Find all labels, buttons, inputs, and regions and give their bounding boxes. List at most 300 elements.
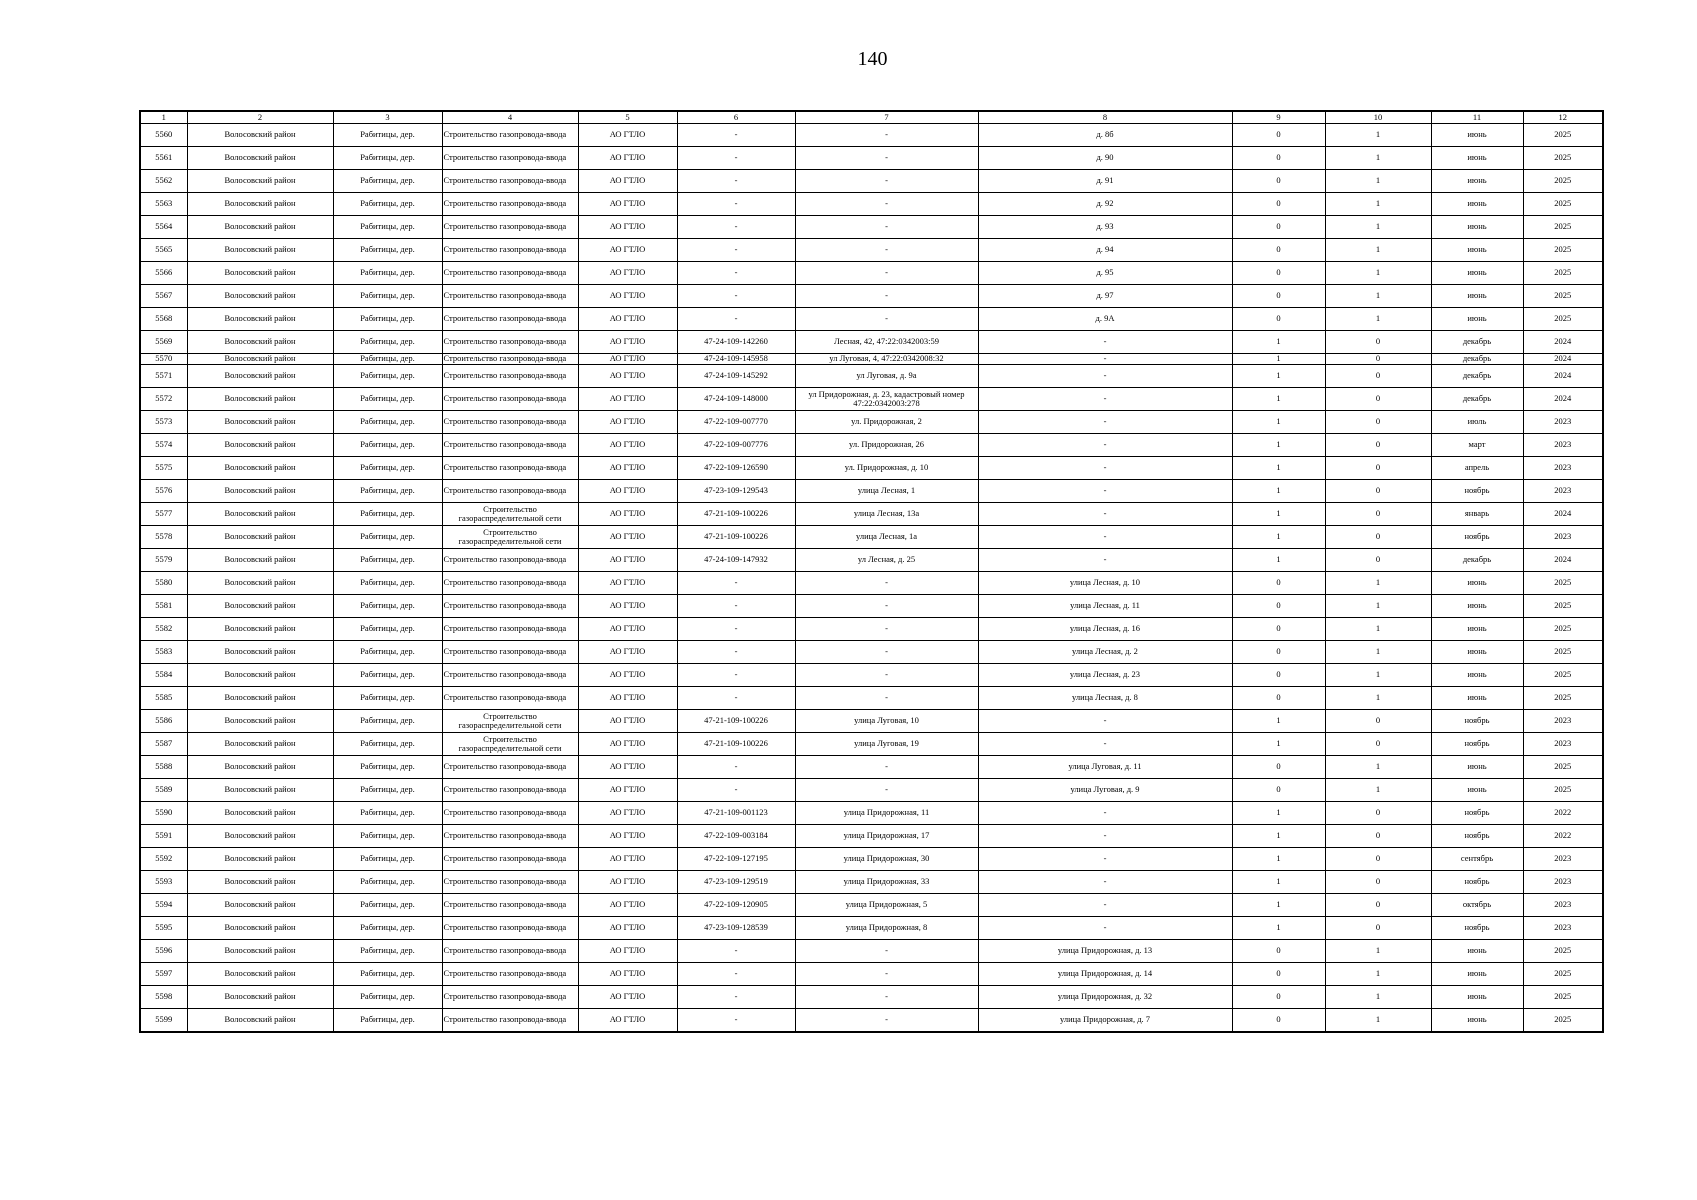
address-cadastral-cell: - [795,618,978,641]
settlement-cell: Рабитицы, дер. [333,262,442,285]
work-type-cell: Строительство газопровода-ввода [442,940,578,963]
permit-number-cell: - [677,986,795,1009]
row-number-cell: 5585 [140,687,187,710]
work-type-cell: Строительство газопровода-ввода [442,411,578,434]
organization-cell: АО ГТЛО [578,411,677,434]
organization-cell: АО ГТЛО [578,940,677,963]
year-cell: 2022 [1523,825,1603,848]
value-col-9-cell: 0 [1232,308,1325,331]
value-col-10-cell: 1 [1325,1009,1431,1033]
organization-cell: АО ГТЛО [578,457,677,480]
district-cell: Волосовский район [187,124,333,147]
organization-cell: АО ГТЛО [578,894,677,917]
table-row [140,331,1603,354]
year-cell: 2023 [1523,871,1603,894]
table-body [140,124,1603,1033]
year-cell: 2025 [1523,1009,1603,1033]
year-cell: 2025 [1523,963,1603,986]
work-type-cell: Строительство газопровода-ввода [442,147,578,170]
address-cadastral-cell: улица Придорожная, 17 [795,825,978,848]
table-row [140,940,1603,963]
address-cadastral-cell: ул Лесная, д. 25 [795,549,978,572]
month-cell: июнь [1431,262,1523,285]
organization-cell: АО ГТЛО [578,434,677,457]
month-cell: июнь [1431,216,1523,239]
column-header: 3 [333,111,442,124]
value-col-10-cell: 0 [1325,848,1431,871]
address-cadastral-cell: улица Придорожная, 30 [795,848,978,871]
row-number-cell: 5590 [140,802,187,825]
settlement-cell: Рабитицы, дер. [333,503,442,526]
value-col-9-cell: 0 [1232,664,1325,687]
district-cell: Волосовский район [187,687,333,710]
row-number-cell: 5598 [140,986,187,1009]
value-col-9-cell: 0 [1232,940,1325,963]
table-row [140,871,1603,894]
table-row [140,710,1603,733]
value-col-9-cell: 1 [1232,354,1325,365]
organization-cell: АО ГТЛО [578,124,677,147]
value-col-10-cell: 0 [1325,503,1431,526]
value-col-10-cell: 0 [1325,917,1431,940]
row-number-cell: 5570 [140,354,187,365]
address-cadastral-cell: - [795,193,978,216]
address-cadastral-cell: улица Придорожная, 33 [795,871,978,894]
address-cadastral-cell: улица Луговая, 10 [795,710,978,733]
permit-number-cell: - [677,779,795,802]
row-number-cell: 5575 [140,457,187,480]
permit-number-cell: - [677,147,795,170]
value-col-10-cell: 0 [1325,825,1431,848]
value-col-10-cell: 0 [1325,802,1431,825]
district-cell: Волосовский район [187,779,333,802]
month-cell: июнь [1431,170,1523,193]
month-cell: ноябрь [1431,825,1523,848]
district-cell: Волосовский район [187,193,333,216]
organization-cell: АО ГТЛО [578,825,677,848]
table-row [140,480,1603,503]
month-cell: декабрь [1431,331,1523,354]
address-cell: д. 95 [978,262,1232,285]
permit-number-cell: 47-22-109-120905 [677,894,795,917]
permit-number-cell: - [677,664,795,687]
work-type-cell: Строительство газопровода-ввода [442,779,578,802]
table-row [140,216,1603,239]
row-number-cell: 5562 [140,170,187,193]
address-cadastral-cell: - [795,170,978,193]
organization-cell: АО ГТЛО [578,572,677,595]
address-cell: - [978,503,1232,526]
address-cell: д. 93 [978,216,1232,239]
value-col-9-cell: 0 [1232,170,1325,193]
address-cell: д. 9А [978,308,1232,331]
permit-number-cell: 47-23-109-128539 [677,917,795,940]
settlement-cell: Рабитицы, дер. [333,595,442,618]
year-cell: 2024 [1523,365,1603,388]
permit-number-cell: 47-21-109-100226 [677,526,795,549]
month-cell: сентябрь [1431,848,1523,871]
work-type-cell: Строительство газопровода-ввода [442,641,578,664]
district-cell: Волосовский район [187,434,333,457]
work-type-cell: Строительство газопровода-ввода [442,1009,578,1033]
permit-number-cell: 47-23-109-129519 [677,871,795,894]
table-row [140,618,1603,641]
address-cell: - [978,549,1232,572]
address-cadastral-cell: - [795,595,978,618]
district-cell: Волосовский район [187,147,333,170]
work-type-cell: Строительство газораспределительной сети [442,526,578,549]
year-cell: 2024 [1523,331,1603,354]
district-cell: Волосовский район [187,285,333,308]
row-number-cell: 5586 [140,710,187,733]
district-cell: Волосовский район [187,940,333,963]
permit-number-cell: - [677,963,795,986]
work-type-cell: Строительство газопровода-ввода [442,986,578,1009]
work-type-cell: Строительство газопровода-ввода [442,894,578,917]
district-cell: Волосовский район [187,641,333,664]
value-col-9-cell: 0 [1232,618,1325,641]
column-header: 12 [1523,111,1603,124]
district-cell: Волосовский район [187,354,333,365]
district-cell: Волосовский район [187,986,333,1009]
district-cell: Волосовский район [187,802,333,825]
district-cell: Волосовский район [187,963,333,986]
month-cell: июнь [1431,641,1523,664]
row-number-cell: 5576 [140,480,187,503]
month-cell: июнь [1431,285,1523,308]
table-row [140,503,1603,526]
organization-cell: АО ГТЛО [578,1009,677,1033]
work-type-cell: Строительство газораспределительной сети [442,733,578,756]
organization-cell: АО ГТЛО [578,354,677,365]
value-col-10-cell: 0 [1325,871,1431,894]
work-type-cell: Строительство газопровода-ввода [442,802,578,825]
value-col-9-cell: 0 [1232,262,1325,285]
address-cell: улица Придорожная, д. 7 [978,1009,1232,1033]
permit-number-cell: - [677,940,795,963]
work-type-cell: Строительство газопровода-ввода [442,825,578,848]
organization-cell: АО ГТЛО [578,733,677,756]
month-cell: июнь [1431,940,1523,963]
value-col-9-cell: 1 [1232,457,1325,480]
district-cell: Волосовский район [187,331,333,354]
value-col-9-cell: 0 [1232,572,1325,595]
address-cell: - [978,411,1232,434]
permit-number-cell: - [677,595,795,618]
organization-cell: АО ГТЛО [578,710,677,733]
address-cadastral-cell: ул. Придорожная, 2 [795,411,978,434]
value-col-9-cell: 1 [1232,710,1325,733]
value-col-10-cell: 1 [1325,239,1431,262]
organization-cell: АО ГТЛО [578,779,677,802]
year-cell: 2024 [1523,549,1603,572]
permit-number-cell: 47-22-109-007776 [677,434,795,457]
organization-cell: АО ГТЛО [578,641,677,664]
month-cell: ноябрь [1431,480,1523,503]
value-col-10-cell: 0 [1325,480,1431,503]
address-cadastral-cell: - [795,285,978,308]
table-row [140,756,1603,779]
row-number-cell: 5566 [140,262,187,285]
value-col-9-cell: 0 [1232,1009,1325,1033]
address-cell: д. 90 [978,147,1232,170]
organization-cell: АО ГТЛО [578,687,677,710]
table-row [140,595,1603,618]
month-cell: ноябрь [1431,710,1523,733]
month-cell: ноябрь [1431,733,1523,756]
organization-cell: АО ГТЛО [578,595,677,618]
year-cell: 2025 [1523,986,1603,1009]
work-type-cell: Строительство газопровода-ввода [442,963,578,986]
permit-number-cell: - [677,618,795,641]
address-cell: д. 8б [978,124,1232,147]
value-col-9-cell: 1 [1232,526,1325,549]
district-cell: Волосовский район [187,526,333,549]
row-number-cell: 5592 [140,848,187,871]
organization-cell: АО ГТЛО [578,549,677,572]
permit-number-cell: - [677,756,795,779]
address-cell: - [978,848,1232,871]
permit-number-cell: - [677,239,795,262]
table-row [140,526,1603,549]
value-col-10-cell: 0 [1325,331,1431,354]
work-type-cell: Строительство газопровода-ввода [442,365,578,388]
work-type-cell: Строительство газопровода-ввода [442,354,578,365]
address-cadastral-cell: улица Лесная, 13а [795,503,978,526]
year-cell: 2025 [1523,779,1603,802]
address-cell: улица Лесная, д. 23 [978,664,1232,687]
district-cell: Волосовский район [187,262,333,285]
month-cell: июнь [1431,1009,1523,1033]
organization-cell: АО ГТЛО [578,147,677,170]
settlement-cell: Рабитицы, дер. [333,549,442,572]
year-cell: 2025 [1523,262,1603,285]
column-header: 8 [978,111,1232,124]
row-number-cell: 5579 [140,549,187,572]
value-col-10-cell: 0 [1325,733,1431,756]
column-header: 10 [1325,111,1431,124]
row-number-cell: 5581 [140,595,187,618]
address-cadastral-cell: Лесная, 42, 47:22:0342003:59 [795,331,978,354]
organization-cell: АО ГТЛО [578,388,677,411]
table-row [140,193,1603,216]
permit-number-cell: 47-24-109-147932 [677,549,795,572]
permit-number-cell: 47-22-109-126590 [677,457,795,480]
settlement-cell: Рабитицы, дер. [333,871,442,894]
column-header: 2 [187,111,333,124]
year-cell: 2023 [1523,848,1603,871]
work-type-cell: Строительство газопровода-ввода [442,549,578,572]
address-cell: улица Луговая, д. 9 [978,779,1232,802]
district-cell: Волосовский район [187,894,333,917]
permit-number-cell: - [677,572,795,595]
value-col-9-cell: 0 [1232,124,1325,147]
value-col-9-cell: 0 [1232,216,1325,239]
work-type-cell: Строительство газораспределительной сети [442,503,578,526]
value-col-10-cell: 0 [1325,457,1431,480]
organization-cell: АО ГТЛО [578,526,677,549]
column-header: 4 [442,111,578,124]
year-cell: 2023 [1523,917,1603,940]
year-cell: 2023 [1523,411,1603,434]
value-col-10-cell: 1 [1325,170,1431,193]
settlement-cell: Рабитицы, дер. [333,986,442,1009]
settlement-cell: Рабитицы, дер. [333,480,442,503]
address-cadastral-cell: - [795,239,978,262]
row-number-cell: 5567 [140,285,187,308]
district-cell: Волосовский район [187,503,333,526]
month-cell: декабрь [1431,549,1523,572]
work-type-cell: Строительство газопровода-ввода [442,285,578,308]
district-cell: Волосовский район [187,664,333,687]
address-cell: улица Лесная, д. 16 [978,618,1232,641]
address-cadastral-cell: - [795,986,978,1009]
address-cadastral-cell: ул. Придорожная, д. 10 [795,457,978,480]
work-type-cell: Строительство газораспределительной сети [442,710,578,733]
permit-number-cell: - [677,170,795,193]
work-type-cell: Строительство газопровода-ввода [442,572,578,595]
row-number-cell: 5561 [140,147,187,170]
row-number-cell: 5591 [140,825,187,848]
settlement-cell: Рабитицы, дер. [333,687,442,710]
address-cadastral-cell: - [795,963,978,986]
district-cell: Волосовский район [187,457,333,480]
row-number-cell: 5563 [140,193,187,216]
address-cell: - [978,434,1232,457]
work-type-cell: Строительство газопровода-ввода [442,170,578,193]
address-cell: д. 91 [978,170,1232,193]
settlement-cell: Рабитицы, дер. [333,940,442,963]
address-cell: улица Луговая, д. 11 [978,756,1232,779]
value-col-9-cell: 1 [1232,848,1325,871]
table-row [140,147,1603,170]
value-col-9-cell: 0 [1232,285,1325,308]
permit-number-cell: 47-21-109-100226 [677,710,795,733]
row-number-cell: 5578 [140,526,187,549]
value-col-9-cell: 0 [1232,687,1325,710]
table-row [140,779,1603,802]
address-cell: улица Придорожная, д. 14 [978,963,1232,986]
month-cell: декабрь [1431,388,1523,411]
value-col-10-cell: 1 [1325,572,1431,595]
row-number-cell: 5594 [140,894,187,917]
organization-cell: АО ГТЛО [578,848,677,871]
row-number-cell: 5595 [140,917,187,940]
year-cell: 2023 [1523,894,1603,917]
column-header: 9 [1232,111,1325,124]
year-cell: 2024 [1523,503,1603,526]
settlement-cell: Рабитицы, дер. [333,733,442,756]
year-cell: 2025 [1523,239,1603,262]
year-cell: 2025 [1523,572,1603,595]
value-col-10-cell: 0 [1325,434,1431,457]
address-cell: - [978,917,1232,940]
row-number-cell: 5596 [140,940,187,963]
address-cadastral-cell: улица Луговая, 19 [795,733,978,756]
table-row [140,848,1603,871]
table-row [140,917,1603,940]
value-col-9-cell: 1 [1232,503,1325,526]
table-row [140,894,1603,917]
row-number-cell: 5593 [140,871,187,894]
row-number-cell: 5582 [140,618,187,641]
row-number-cell: 5577 [140,503,187,526]
value-col-10-cell: 1 [1325,641,1431,664]
month-cell: декабрь [1431,354,1523,365]
value-col-9-cell: 1 [1232,894,1325,917]
permit-number-cell: 47-24-109-142260 [677,331,795,354]
settlement-cell: Рабитицы, дер. [333,618,442,641]
settlement-cell: Рабитицы, дер. [333,825,442,848]
permit-number-cell: - [677,124,795,147]
district-cell: Волосовский район [187,917,333,940]
work-type-cell: Строительство газопровода-ввода [442,618,578,641]
work-type-cell: Строительство газопровода-ввода [442,434,578,457]
month-cell: июль [1431,411,1523,434]
settlement-cell: Рабитицы, дер. [333,331,442,354]
permit-number-cell: 47-22-109-003184 [677,825,795,848]
year-cell: 2025 [1523,940,1603,963]
year-cell: 2025 [1523,170,1603,193]
organization-cell: АО ГТЛО [578,503,677,526]
permit-number-cell: - [677,687,795,710]
year-cell: 2025 [1523,308,1603,331]
settlement-cell: Рабитицы, дер. [333,802,442,825]
month-cell: июнь [1431,986,1523,1009]
work-type-cell: Строительство газопровода-ввода [442,331,578,354]
permit-number-cell: 47-21-109-001123 [677,802,795,825]
value-col-10-cell: 1 [1325,756,1431,779]
value-col-9-cell: 0 [1232,595,1325,618]
month-cell: июнь [1431,239,1523,262]
address-cadastral-cell: - [795,1009,978,1033]
permit-number-cell: - [677,308,795,331]
address-cadastral-cell: - [795,572,978,595]
address-cadastral-cell: - [795,216,978,239]
year-cell: 2022 [1523,802,1603,825]
settlement-cell: Рабитицы, дер. [333,170,442,193]
year-cell: 2025 [1523,285,1603,308]
value-col-10-cell: 1 [1325,664,1431,687]
table-row [140,664,1603,687]
settlement-cell: Рабитицы, дер. [333,848,442,871]
address-cadastral-cell: - [795,687,978,710]
year-cell: 2023 [1523,480,1603,503]
year-cell: 2025 [1523,618,1603,641]
permit-number-cell: 47-21-109-100226 [677,503,795,526]
row-number-cell: 5583 [140,641,187,664]
value-col-10-cell: 1 [1325,308,1431,331]
address-cell: - [978,733,1232,756]
address-cell: - [978,480,1232,503]
address-cadastral-cell: улица Лесная, 1 [795,480,978,503]
value-col-9-cell: 0 [1232,986,1325,1009]
value-col-9-cell: 1 [1232,871,1325,894]
value-col-9-cell: 1 [1232,917,1325,940]
settlement-cell: Рабитицы, дер. [333,779,442,802]
value-col-9-cell: 1 [1232,802,1325,825]
address-cell: улица Лесная, д. 11 [978,595,1232,618]
year-cell: 2025 [1523,664,1603,687]
value-col-10-cell: 1 [1325,262,1431,285]
year-cell: 2023 [1523,434,1603,457]
organization-cell: АО ГТЛО [578,285,677,308]
settlement-cell: Рабитицы, дер. [333,411,442,434]
value-col-10-cell: 0 [1325,526,1431,549]
year-cell: 2025 [1523,687,1603,710]
settlement-cell: Рабитицы, дер. [333,308,442,331]
month-cell: июнь [1431,595,1523,618]
